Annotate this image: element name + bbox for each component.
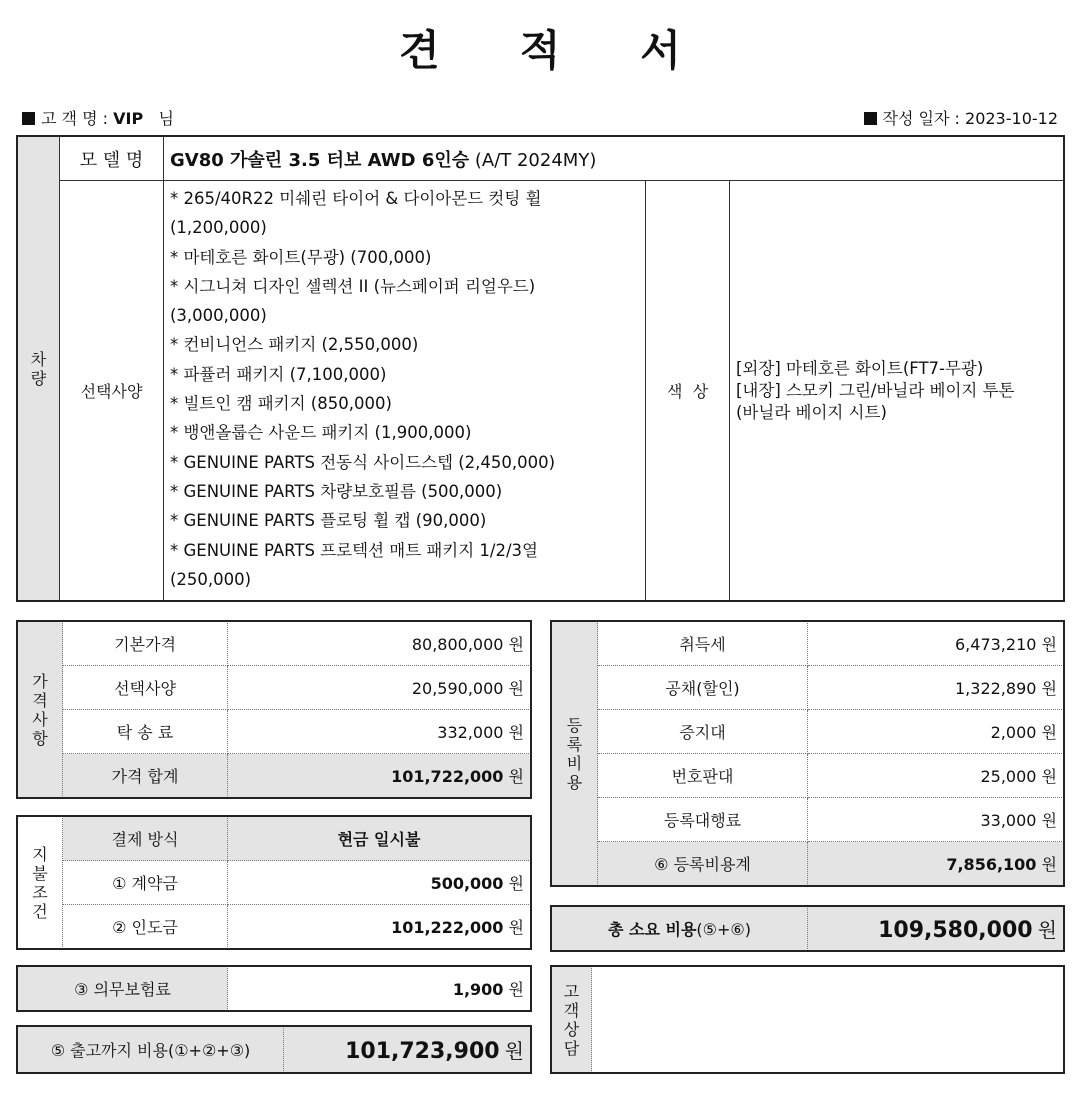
registration-row-value: 33,000 원 <box>808 798 1064 842</box>
model-name-cell <box>164 137 1064 181</box>
color-value: [외장] 마테호른 화이트(FT7-무광) [내장] 스모키 그린/바닐라 베이지 투톤 (바닐라 베이지 시트) <box>730 181 1064 601</box>
option-line: * 빌트인 캠 패키지 (850,000) <box>170 394 392 414</box>
payment-method-value: 현금 일시불 <box>228 817 531 861</box>
price-row-label: 선택사양 <box>63 666 228 710</box>
vehicle-table <box>17 136 1064 601</box>
insurance-label: ③ 의무보험료 <box>18 967 228 1011</box>
document-title <box>0 18 1080 78</box>
total-cost-label: 총 소요 비용(⑤+⑥) <box>552 907 808 951</box>
registration-row-label: 증지대 <box>598 710 808 754</box>
registration-total-value: 7,856,100 원 <box>808 842 1064 886</box>
release-value: 101,723,900 원 <box>284 1027 531 1073</box>
option-line: * 마테호른 화이트(무광) (700,000) <box>170 247 432 267</box>
price-total-label: 가격 합계 <box>63 754 228 798</box>
price-section-label: 가 격 사 항 <box>18 622 63 798</box>
customer-info <box>22 106 174 129</box>
date-value: 2023-10-12 <box>965 109 1058 128</box>
customer-suffix: 님 <box>158 109 174 128</box>
options-label: 선택사양 <box>60 181 164 601</box>
registration-row-label: 취득세 <box>598 622 808 666</box>
option-line: (250,000) <box>170 569 252 589</box>
date-info <box>864 106 1058 129</box>
customer-label: 고 객 명 : <box>41 109 114 128</box>
release-label: ⑤ 출고까지 비용(①+②+③) <box>18 1027 284 1073</box>
title-char: 견 <box>399 26 440 75</box>
price-total-value: 101,722,000 원 <box>228 754 531 798</box>
title-char: 서 <box>640 26 681 75</box>
balance-label: ② 인도금 <box>63 905 228 949</box>
registration-row-value: 2,000 원 <box>808 710 1064 754</box>
color-label: 색 상 <box>646 181 730 601</box>
payment-section-label: 지 불 조 건 <box>18 817 63 949</box>
option-line: (3,000,000) <box>170 306 267 326</box>
registration-row-label: 공채(할인) <box>598 666 808 710</box>
square-bullet-icon <box>864 112 877 125</box>
registration-row-label: 번호판대 <box>598 754 808 798</box>
consult-section-label: 고 객 상 담 <box>552 967 592 1073</box>
total-cost-table <box>551 906 1064 951</box>
option-line: * GENUINE PARTS 전동식 사이드스텝 (2,450,000) <box>170 452 556 472</box>
price-row-value: 80,800,000 원 <box>228 622 531 666</box>
total-cost-value: 109,580,000 원 <box>808 907 1064 951</box>
payment-method-label: 결제 방식 <box>63 817 228 861</box>
option-line: * GENUINE PARTS 프로텍션 매트 패키지 1/2/3열 <box>170 540 538 560</box>
date-label: 작성 일자 : <box>882 109 966 128</box>
model-suffix: (A/T 2024MY) <box>469 149 597 171</box>
option-line: * 뱅앤올룹슨 사운드 패키지 (1,900,000) <box>170 423 472 443</box>
release-cost-table <box>17 1026 531 1073</box>
price-row-label: 탁 송 료 <box>63 710 228 754</box>
title-char: 적 <box>519 26 561 75</box>
registration-row-value: 25,000 원 <box>808 754 1064 798</box>
registration-table <box>551 621 1064 886</box>
insurance-value: 1,900 원 <box>228 967 531 1011</box>
option-line: * GENUINE PARTS 플로팅 휠 캡 (90,000) <box>170 511 487 531</box>
option-line: * 265/40R22 미쉐린 타이어 & 다이아몬드 컷팅 휠 <box>170 189 542 208</box>
deposit-value: 500,000 원 <box>228 861 531 905</box>
registration-row-value: 1,322,890 원 <box>808 666 1064 710</box>
payment-table <box>17 816 531 949</box>
registration-row-value: 6,473,210 원 <box>808 622 1064 666</box>
option-line: * GENUINE PARTS 차량보호필름 (500,000) <box>170 481 503 501</box>
options-list <box>164 181 646 601</box>
option-line: * 컨비니언스 패키지 (2,550,000) <box>170 335 419 355</box>
price-row-label: 기본가격 <box>63 622 228 666</box>
square-bullet-icon <box>22 112 35 125</box>
price-row-value: 332,000 원 <box>228 710 531 754</box>
registration-row-label: 등록대행료 <box>598 798 808 842</box>
vehicle-section-label: 차 량 <box>18 137 60 601</box>
insurance-table <box>17 966 531 1011</box>
option-line: * 시그니쳐 디자인 셀렉션 II (뉴스페이퍼 리얼우드) <box>170 276 536 296</box>
model-name: GV80 가솔린 3.5 터보 AWD 6인승 <box>170 149 470 171</box>
model-label: 모 델 명 <box>60 137 164 181</box>
option-line: * 파퓰러 패키지 (7,100,000) <box>170 364 387 384</box>
option-line: (1,200,000) <box>170 218 267 238</box>
consult-table <box>551 966 1064 1073</box>
customer-name: VIP <box>113 109 144 128</box>
price-row-value: 20,590,000 원 <box>228 666 531 710</box>
registration-total-label: ⑥ 등록비용계 <box>598 842 808 886</box>
balance-value: 101,222,000 원 <box>228 905 531 949</box>
price-table <box>17 621 531 798</box>
consult-content[interactable] <box>592 967 1064 1073</box>
deposit-label: ① 계약금 <box>63 861 228 905</box>
registration-section-label: 등 록 비 용 <box>552 622 598 886</box>
